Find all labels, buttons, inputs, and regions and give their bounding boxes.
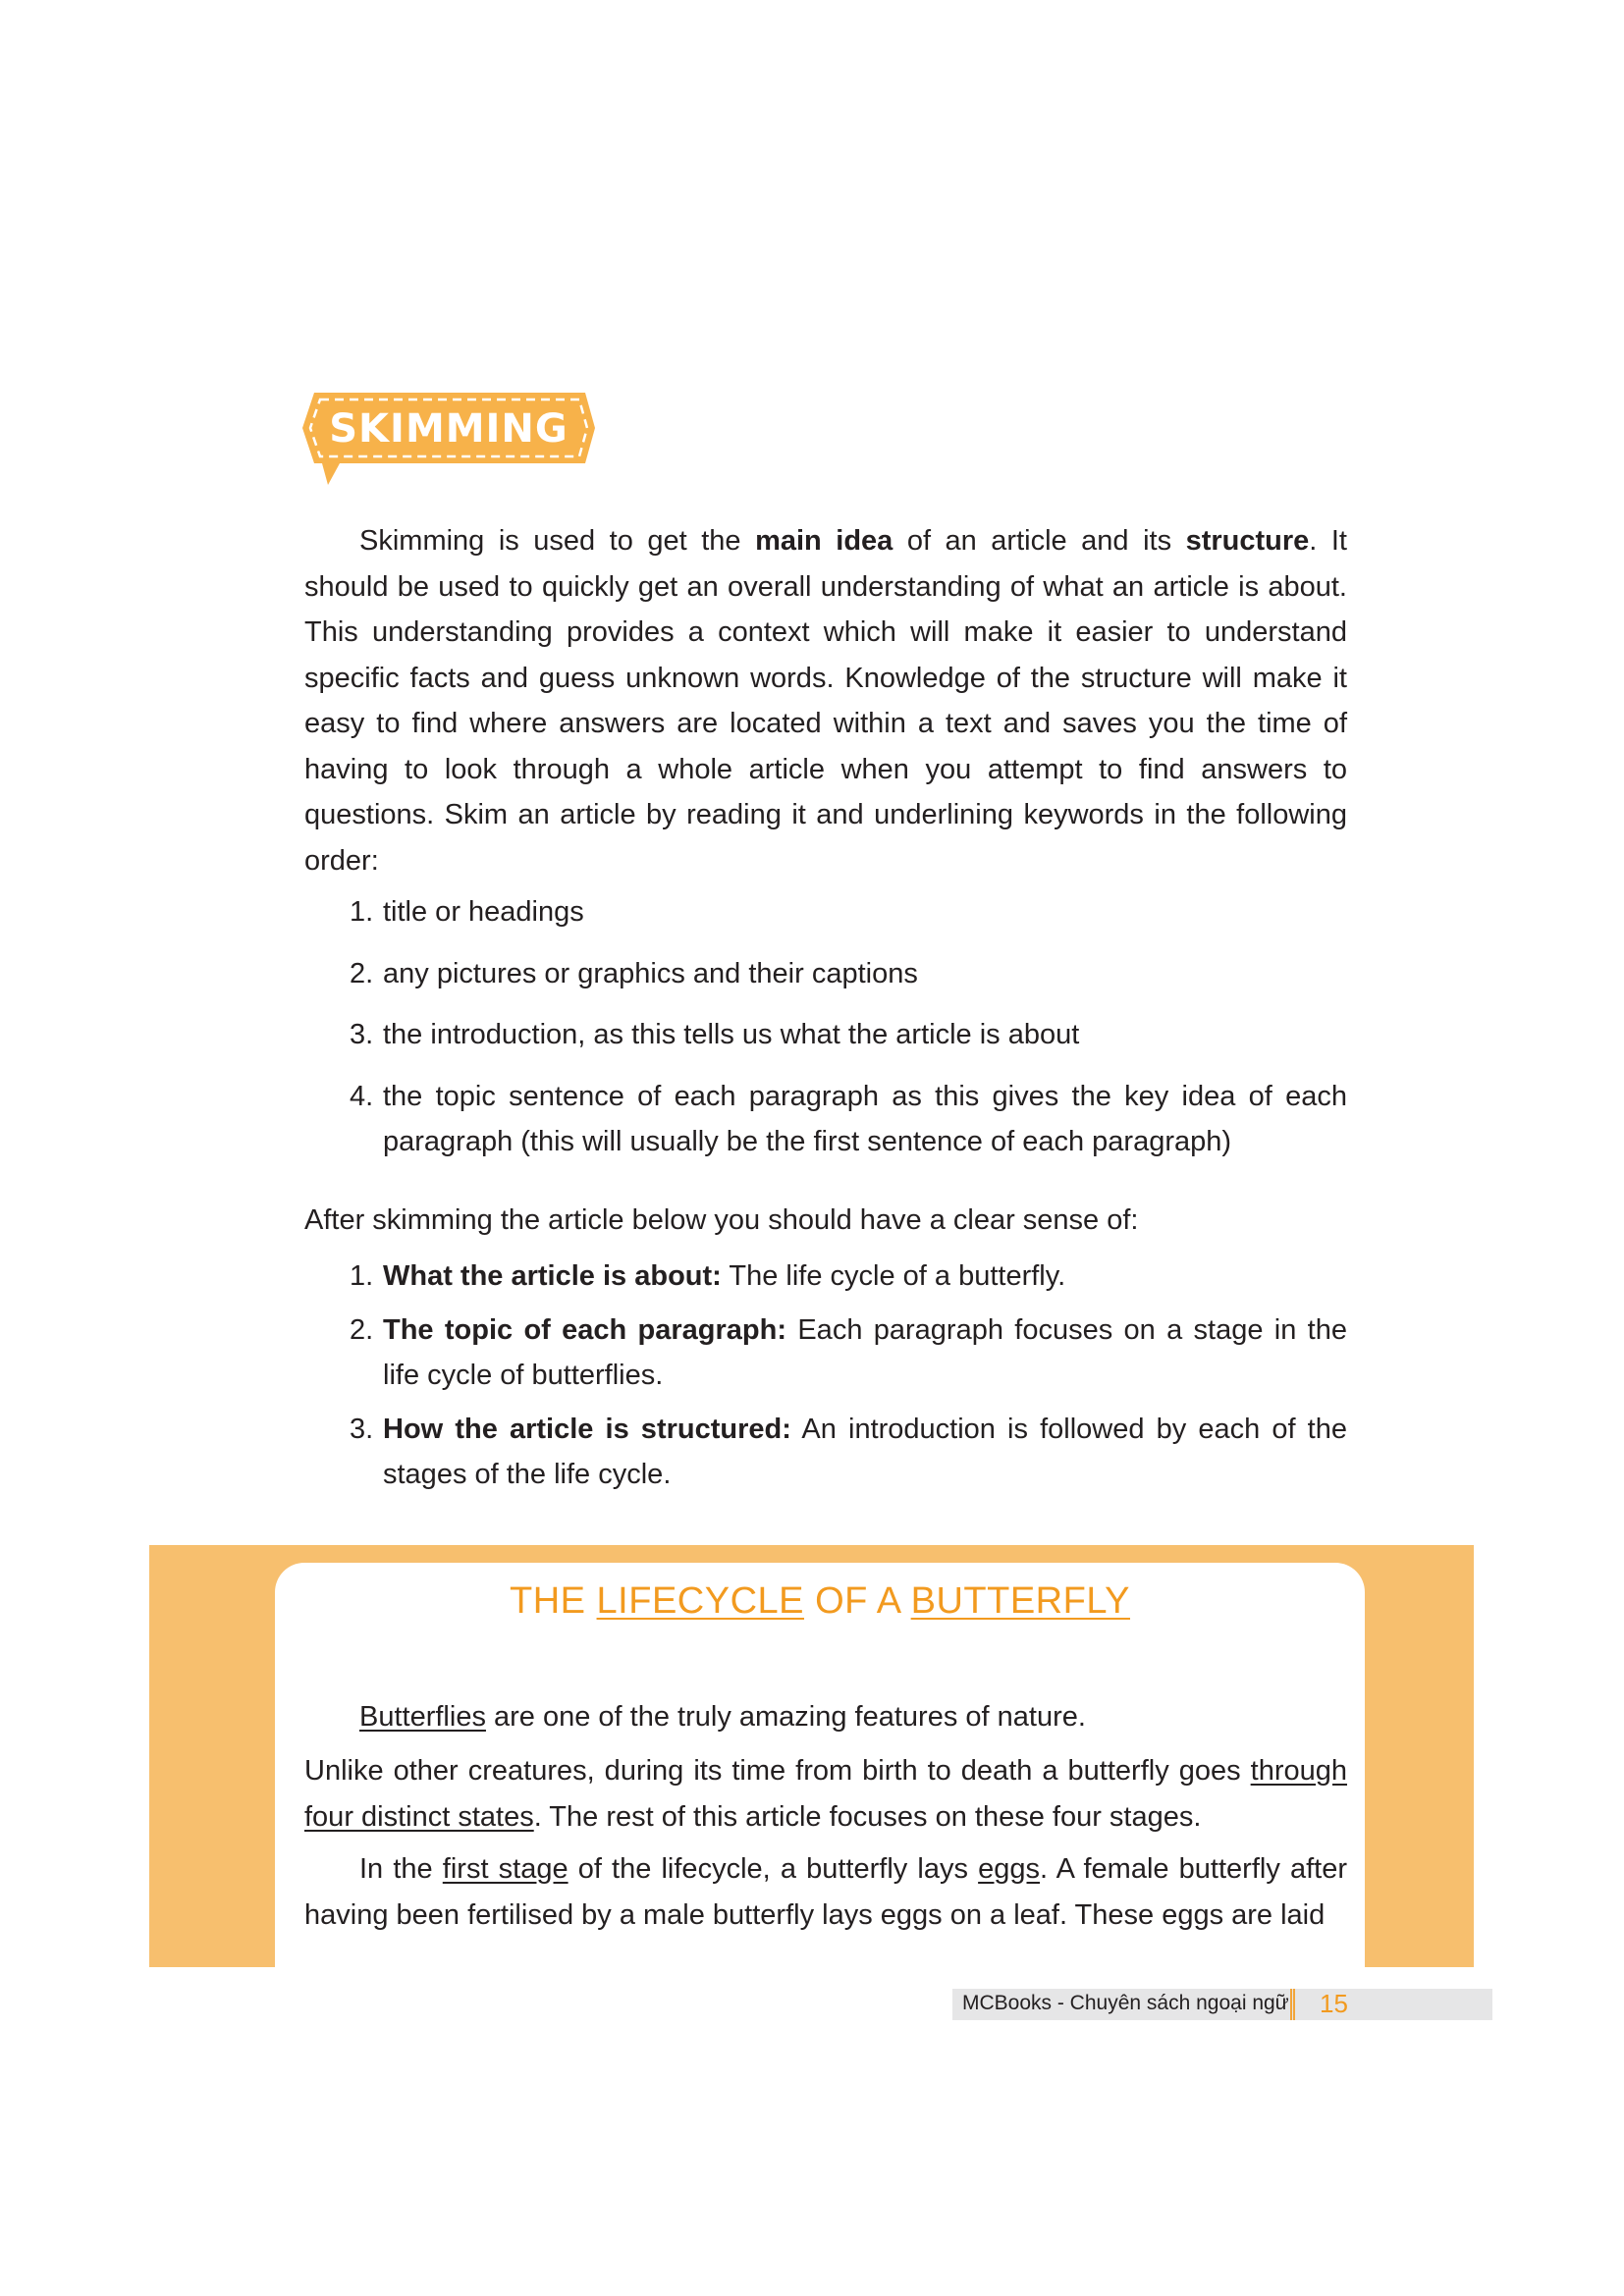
article-paragraph-2 [304,1748,1347,1840]
underlined-keyword: first stage [442,1853,568,1885]
title-text-2: OF A [804,1580,911,1622]
list-item [350,1254,1347,1300]
title-underlined-lifecycle: LIFECYCLE [596,1580,805,1622]
section-badge [300,389,597,491]
list-number: 2. [350,1313,374,1346]
paragraph-text: . The rest of this article focuses on these four stages. [533,1800,1202,1833]
list-item [350,951,1347,997]
page-footer [952,1989,1492,2020]
intro-paragraph [304,518,1347,883]
list-number: 1. [350,1260,374,1292]
page-number: 15 [1320,1989,1348,2018]
underlined-keyword: Butterflies [359,1701,486,1733]
paragraph-text: are one of the truly amazing features of nature. [485,1701,1086,1733]
list-item [350,1012,1347,1058]
paragraph-text: In the [359,1853,443,1885]
list-text [383,1308,1347,1399]
title-text-1: THE [509,1580,597,1622]
list-text [383,1254,1347,1300]
list-label: What the article is about: [383,1260,722,1292]
list-item [350,1308,1347,1399]
list-item [350,1074,1347,1165]
list-label: How the article is structured: [383,1413,791,1445]
title-underlined-butterfly: BUTTERFLY [910,1580,1130,1622]
footer-divider [1290,1989,1295,2020]
underlined-keyword: eggs [978,1853,1040,1885]
footer-publisher: MCBooks - Chuyên sách ngoại ngữ [962,1992,1289,2014]
after-skimming-heading: After skimming the article below you should have a clear sense of: [304,1204,1139,1236]
list-text: the introduction, as this tells us what the article is about [383,1019,1080,1050]
intro-bold-main-idea: main idea [755,525,893,557]
sense-list [350,1254,1347,1506]
list-text: title or headings [383,896,584,928]
list-number: 1. [350,896,374,928]
paragraph-text: of the lifecycle, a butterfly lays [568,1853,979,1885]
list-number: 2. [350,957,374,989]
list-text [383,1407,1347,1498]
list-detail: The life cycle of a butterfly. [721,1260,1066,1292]
list-detail: An introduction is followed by each of the stages of the life cycle. [383,1413,1347,1490]
intro-bold-structure: structure [1185,525,1310,557]
intro-text-1: Skimming is used to get the [359,525,756,557]
intro-text-3: . It should be used to quickly get an overall understanding of what an article is about. This understanding provides a context which will make it easier to understand specific facts and guess unknown words. Knowledge of the structure will make it easy to find where answers are located within a text and saves you the time of having to look through a whole article when you attempt to find answers to questions. Skim an article by reading it and underlining keywords in the following order: [304,525,1347,877]
article-paragraph-1 [304,1694,1347,1740]
badge-label: SKIMMING [329,406,568,452]
list-text: any pictures or graphics and their captions [383,957,918,989]
list-item [350,889,1347,935]
list-number: 4. [350,1080,374,1112]
article-title [275,1580,1365,1623]
paragraph-text: Unlike other creatures, during its time from birth to death a butterfly goes [304,1755,1251,1787]
article-paragraph-3 [304,1846,1347,1938]
list-number: 3. [350,1413,374,1445]
skim-order-list [350,889,1347,1181]
list-text: the topic sentence of each paragraph as this gives the key idea of each paragraph (this will usually be the first sentence of each paragraph) [383,1080,1347,1157]
list-number: 3. [350,1019,374,1050]
paragraph-text: . A female butterfly after having been fertilised by a male butterfly lays eggs on a leaf. These eggs are laid [304,1853,1347,1931]
list-detail: Each paragraph focuses on a stage in the life cycle of butterflies. [383,1313,1347,1391]
underlined-keyword: through four distinct states [304,1755,1347,1833]
list-label: The topic of each paragraph: [383,1313,787,1346]
intro-text-2: of an article and its [893,525,1186,557]
list-item [350,1407,1347,1498]
